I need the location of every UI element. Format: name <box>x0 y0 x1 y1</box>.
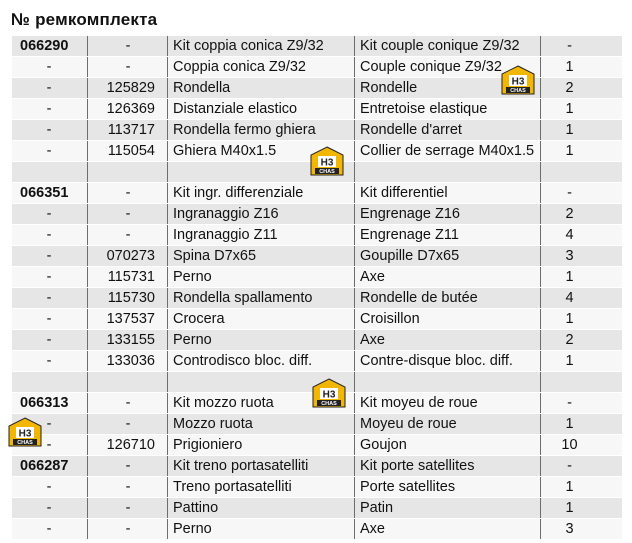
kit-row <box>12 36 622 57</box>
svg-text:H3: H3 <box>511 76 525 88</box>
kit-code-cell: - <box>46 437 52 453</box>
column-divider <box>540 204 541 224</box>
article-number-cell: 115731 <box>107 269 155 285</box>
italian-description-cell: Perno <box>173 521 212 537</box>
article-number-cell <box>87 162 169 182</box>
italian-description-cell: Ingranaggio Z16 <box>173 206 279 222</box>
kit-code-cell: - <box>46 59 52 75</box>
h3-chas-badge-icon <box>8 417 42 447</box>
column-divider <box>354 435 355 455</box>
column-divider <box>354 330 355 350</box>
quantity-cell: 2 <box>565 80 574 96</box>
quantity-cell: 2 <box>565 206 574 222</box>
article-number-cell: - <box>125 500 131 516</box>
french-description-cell: Engrenage Z16 <box>360 206 460 222</box>
article-number-cell: - <box>125 395 131 411</box>
column-divider <box>540 57 541 77</box>
svg-text:CHAS: CHAS <box>17 440 33 446</box>
column-divider <box>167 162 168 182</box>
column-divider <box>354 351 355 371</box>
kit-code-cell: - <box>46 122 52 138</box>
svg-text:CHAS: CHAS <box>321 401 337 407</box>
kit-code-cell: - <box>46 101 52 117</box>
column-divider <box>167 204 168 224</box>
column-divider <box>540 99 541 119</box>
kit-code-cell: - <box>46 521 52 537</box>
column-divider <box>87 519 88 539</box>
column-divider <box>354 36 355 56</box>
column-divider <box>87 309 88 329</box>
parts-table <box>12 36 622 540</box>
column-divider <box>540 162 541 182</box>
column-divider <box>167 519 168 539</box>
column-divider <box>87 288 88 308</box>
kit-row <box>12 183 622 204</box>
table-row <box>12 351 622 372</box>
italian-description-cell: Coppia conica Z9/32 <box>173 59 306 75</box>
column-divider <box>167 456 168 476</box>
column-divider <box>354 414 355 434</box>
kit-code-cell: - <box>46 311 52 327</box>
table-row <box>12 246 622 267</box>
column-divider <box>354 288 355 308</box>
quantity-cell: 1 <box>565 353 574 369</box>
italian-description-cell: Treno portasatelliti <box>173 479 292 495</box>
column-divider <box>87 456 88 476</box>
quantity-cell: 2 <box>565 332 574 348</box>
french-description-cell: Rondelle <box>360 80 418 96</box>
quantity-cell: - <box>567 185 572 201</box>
column-divider <box>354 141 355 161</box>
french-description-cell: Patin <box>360 500 394 516</box>
column-divider <box>540 309 541 329</box>
column-divider <box>87 78 88 98</box>
article-number-cell: 113717 <box>107 122 155 138</box>
column-divider <box>87 57 88 77</box>
article-number-cell: - <box>125 521 131 537</box>
column-divider <box>354 498 355 518</box>
column-divider <box>540 372 541 392</box>
column-divider <box>167 225 168 245</box>
column-divider <box>167 78 168 98</box>
column-divider <box>87 477 88 497</box>
column-divider <box>167 183 168 203</box>
column-divider <box>167 372 168 392</box>
article-number-cell: 125829 <box>106 80 155 96</box>
column-divider <box>167 351 168 371</box>
table-row <box>12 414 622 435</box>
column-divider <box>167 477 168 497</box>
column-divider <box>87 372 88 392</box>
table-row <box>12 204 622 225</box>
kit-code-cell <box>12 372 86 392</box>
quantity-cell: 1 <box>565 500 574 516</box>
column-divider <box>167 99 168 119</box>
column-divider <box>167 288 168 308</box>
column-divider <box>540 498 541 518</box>
table-row <box>12 330 622 351</box>
column-divider <box>167 267 168 287</box>
column-divider <box>354 519 355 539</box>
quantity-cell: 1 <box>565 122 574 138</box>
kit-code-cell: 066313 <box>20 395 69 411</box>
italian-description-cell: Perno <box>173 269 212 285</box>
italian-description-cell: Kit ingr. differenziale <box>173 185 304 201</box>
column-divider <box>354 309 355 329</box>
table-row <box>12 435 622 456</box>
french-description-cell: Axe <box>360 332 385 348</box>
column-divider <box>87 435 88 455</box>
column-divider <box>87 120 88 140</box>
column-divider <box>87 498 88 518</box>
french-description-cell: Kit moyeu de roue <box>360 395 478 411</box>
italian-description-cell: Controdisco bloc. diff. <box>173 353 313 369</box>
kit-code-cell: 066287 <box>20 458 69 474</box>
table-row <box>12 99 622 120</box>
column-divider <box>540 288 541 308</box>
column-divider <box>354 225 355 245</box>
article-number-cell: 137537 <box>106 311 155 327</box>
kit-code-cell: - <box>46 143 52 159</box>
column-divider <box>87 393 88 413</box>
quantity-cell: - <box>567 38 572 54</box>
french-description-cell: Kit differentiel <box>360 185 448 201</box>
column-divider <box>540 225 541 245</box>
kit-code-cell: - <box>46 290 52 306</box>
table-row <box>12 267 622 288</box>
column-divider <box>87 414 88 434</box>
italian-description-cell: Mozzo ruota <box>173 416 253 432</box>
svg-text:H3: H3 <box>322 389 336 401</box>
french-description-cell: Kit porte satellites <box>360 458 475 474</box>
french-description-cell: Goujon <box>360 437 407 453</box>
italian-description-cell: Kit coppia conica Z9/32 <box>173 38 324 54</box>
article-number-cell: 115730 <box>107 290 155 306</box>
quantity-cell: 3 <box>565 248 574 264</box>
h3-chas-badge-icon <box>310 146 344 176</box>
column-divider <box>167 36 168 56</box>
column-divider <box>87 267 88 287</box>
column-divider <box>167 330 168 350</box>
column-divider <box>167 393 168 413</box>
column-divider <box>540 246 541 266</box>
column-divider <box>540 414 541 434</box>
column-divider <box>87 246 88 266</box>
french-description-cell: Engrenage Z11 <box>360 227 459 243</box>
column-divider <box>167 435 168 455</box>
quantity-cell: 1 <box>565 479 574 495</box>
quantity-cell: 1 <box>565 416 574 432</box>
italian-description-cell: Ghiera M40x1.5 <box>173 143 277 159</box>
kit-code-cell: - <box>46 269 52 285</box>
svg-text:CHAS: CHAS <box>510 88 526 94</box>
article-number-cell: - <box>125 206 131 222</box>
french-description-cell: Entretoise elastique <box>360 101 488 117</box>
french-description-cell: Rondelle d'arret <box>360 122 462 138</box>
column-divider <box>540 78 541 98</box>
column-divider <box>540 435 541 455</box>
column-divider <box>354 477 355 497</box>
column-divider <box>87 162 88 182</box>
kit-code-cell: - <box>46 353 52 369</box>
quantity-cell: - <box>567 395 572 411</box>
quantity-cell: 1 <box>565 311 574 327</box>
french-description-cell: Collier de serrage M40x1.5 <box>360 143 535 159</box>
quantity-cell <box>542 162 597 182</box>
quantity-cell: - <box>567 458 572 474</box>
italian-description-cell: Kit mozzo ruota <box>173 395 274 411</box>
quantity-cell: 1 <box>565 269 574 285</box>
column-divider <box>540 36 541 56</box>
french-description-cell: Goupille D7x65 <box>360 248 460 264</box>
column-divider <box>354 372 355 392</box>
kit-code-cell: 066290 <box>20 38 69 54</box>
quantity-cell: 3 <box>565 521 574 537</box>
column-divider <box>167 246 168 266</box>
column-divider <box>167 498 168 518</box>
column-divider <box>540 183 541 203</box>
italian-description-cell: Perno <box>173 332 212 348</box>
italian-description-cell: Rondella fermo ghiera <box>173 122 316 138</box>
column-divider <box>87 204 88 224</box>
kit-code-cell: 066351 <box>20 185 69 201</box>
italian-description-cell: Rondella spallamento <box>173 290 313 306</box>
article-number-cell: - <box>125 38 131 54</box>
article-number-cell: - <box>125 479 131 495</box>
column-divider <box>354 120 355 140</box>
kit-code-cell: - <box>46 332 52 348</box>
quantity-cell: 10 <box>561 437 578 453</box>
article-number-cell: 126710 <box>106 437 155 453</box>
h3-chas-badge-icon <box>312 378 346 408</box>
column-divider <box>354 162 355 182</box>
kit-code-cell: - <box>46 416 52 432</box>
kit-code-cell: - <box>46 80 52 96</box>
column-divider <box>87 99 88 119</box>
kit-code-cell: - <box>46 248 52 264</box>
table-row <box>12 225 622 246</box>
quantity-cell: 1 <box>565 59 574 75</box>
column-divider <box>354 78 355 98</box>
column-divider <box>354 183 355 203</box>
column-divider <box>87 36 88 56</box>
table-row <box>12 120 622 141</box>
column-divider <box>540 330 541 350</box>
column-divider <box>354 393 355 413</box>
table-row <box>12 498 622 519</box>
kit-row <box>12 456 622 477</box>
table-row <box>12 477 622 498</box>
quantity-cell <box>542 372 597 392</box>
french-description-cell <box>360 372 540 392</box>
article-number-cell: 070273 <box>106 248 155 264</box>
kit-code-cell <box>12 162 86 182</box>
table-row <box>12 288 622 309</box>
column-divider <box>167 141 168 161</box>
kit-code-cell: - <box>46 500 52 516</box>
column-divider <box>87 351 88 371</box>
article-number-cell: - <box>125 59 131 75</box>
french-description-cell: Moyeu de roue <box>360 416 457 432</box>
column-divider <box>87 183 88 203</box>
article-number-cell: - <box>125 458 131 474</box>
column-divider <box>354 204 355 224</box>
french-description-cell <box>360 162 540 182</box>
article-number-cell: - <box>125 416 131 432</box>
article-number-cell: 115054 <box>107 143 155 159</box>
french-description-cell: Porte satellites <box>360 479 456 495</box>
quantity-cell: 1 <box>565 101 574 117</box>
column-divider <box>87 225 88 245</box>
italian-description-cell: Pattino <box>173 500 219 516</box>
h3-chas-badge-icon <box>501 65 535 95</box>
italian-description-cell: Distanziale elastico <box>173 101 298 117</box>
quantity-cell: 4 <box>565 290 574 306</box>
column-divider <box>167 414 168 434</box>
table-row <box>12 309 622 330</box>
french-description-cell: Contre-disque bloc. diff. <box>360 353 513 369</box>
italian-description-cell: Spina D7x65 <box>173 248 257 264</box>
column-divider <box>354 246 355 266</box>
french-description-cell: Croisillon <box>360 311 420 327</box>
page-title: № ремкомплекта <box>11 10 158 29</box>
column-divider <box>87 330 88 350</box>
svg-text:H3: H3 <box>320 157 334 169</box>
column-divider <box>540 351 541 371</box>
table-row <box>12 519 622 540</box>
quantity-cell: 1 <box>565 143 574 159</box>
french-description-cell: Couple conique Z9/32 <box>360 59 502 75</box>
column-divider <box>540 477 541 497</box>
column-divider <box>167 120 168 140</box>
column-divider <box>354 99 355 119</box>
column-divider <box>354 267 355 287</box>
italian-description-cell: Rondella <box>173 80 231 96</box>
article-number-cell: - <box>125 185 131 201</box>
column-divider <box>540 456 541 476</box>
column-divider <box>540 267 541 287</box>
column-divider <box>540 141 541 161</box>
svg-text:H3: H3 <box>18 428 32 440</box>
quantity-cell: 4 <box>565 227 574 243</box>
article-number-cell <box>87 372 169 392</box>
kit-code-cell: - <box>46 227 52 243</box>
french-description-cell: Rondelle de butée <box>360 290 478 306</box>
french-description-cell: Kit couple conique Z9/32 <box>360 38 520 54</box>
article-number-cell: 133155 <box>106 332 155 348</box>
italian-description-cell: Ingranaggio Z11 <box>173 227 278 243</box>
article-number-cell: 133036 <box>106 353 155 369</box>
italian-description-cell: Prigioniero <box>173 437 243 453</box>
article-number-cell: - <box>125 227 131 243</box>
kit-code-cell: - <box>46 206 52 222</box>
svg-text:CHAS: CHAS <box>319 169 335 175</box>
column-divider <box>540 393 541 413</box>
article-number-cell: 126369 <box>106 101 155 117</box>
french-description-cell: Axe <box>360 269 385 285</box>
column-divider <box>167 309 168 329</box>
column-divider <box>354 57 355 77</box>
column-divider <box>87 141 88 161</box>
column-divider <box>167 57 168 77</box>
italian-description-cell: Crocera <box>173 311 225 327</box>
column-divider <box>354 456 355 476</box>
kit-code-cell: - <box>46 479 52 495</box>
french-description-cell: Axe <box>360 521 385 537</box>
column-divider <box>540 519 541 539</box>
column-divider <box>540 120 541 140</box>
italian-description-cell: Kit treno portasatelliti <box>173 458 309 474</box>
